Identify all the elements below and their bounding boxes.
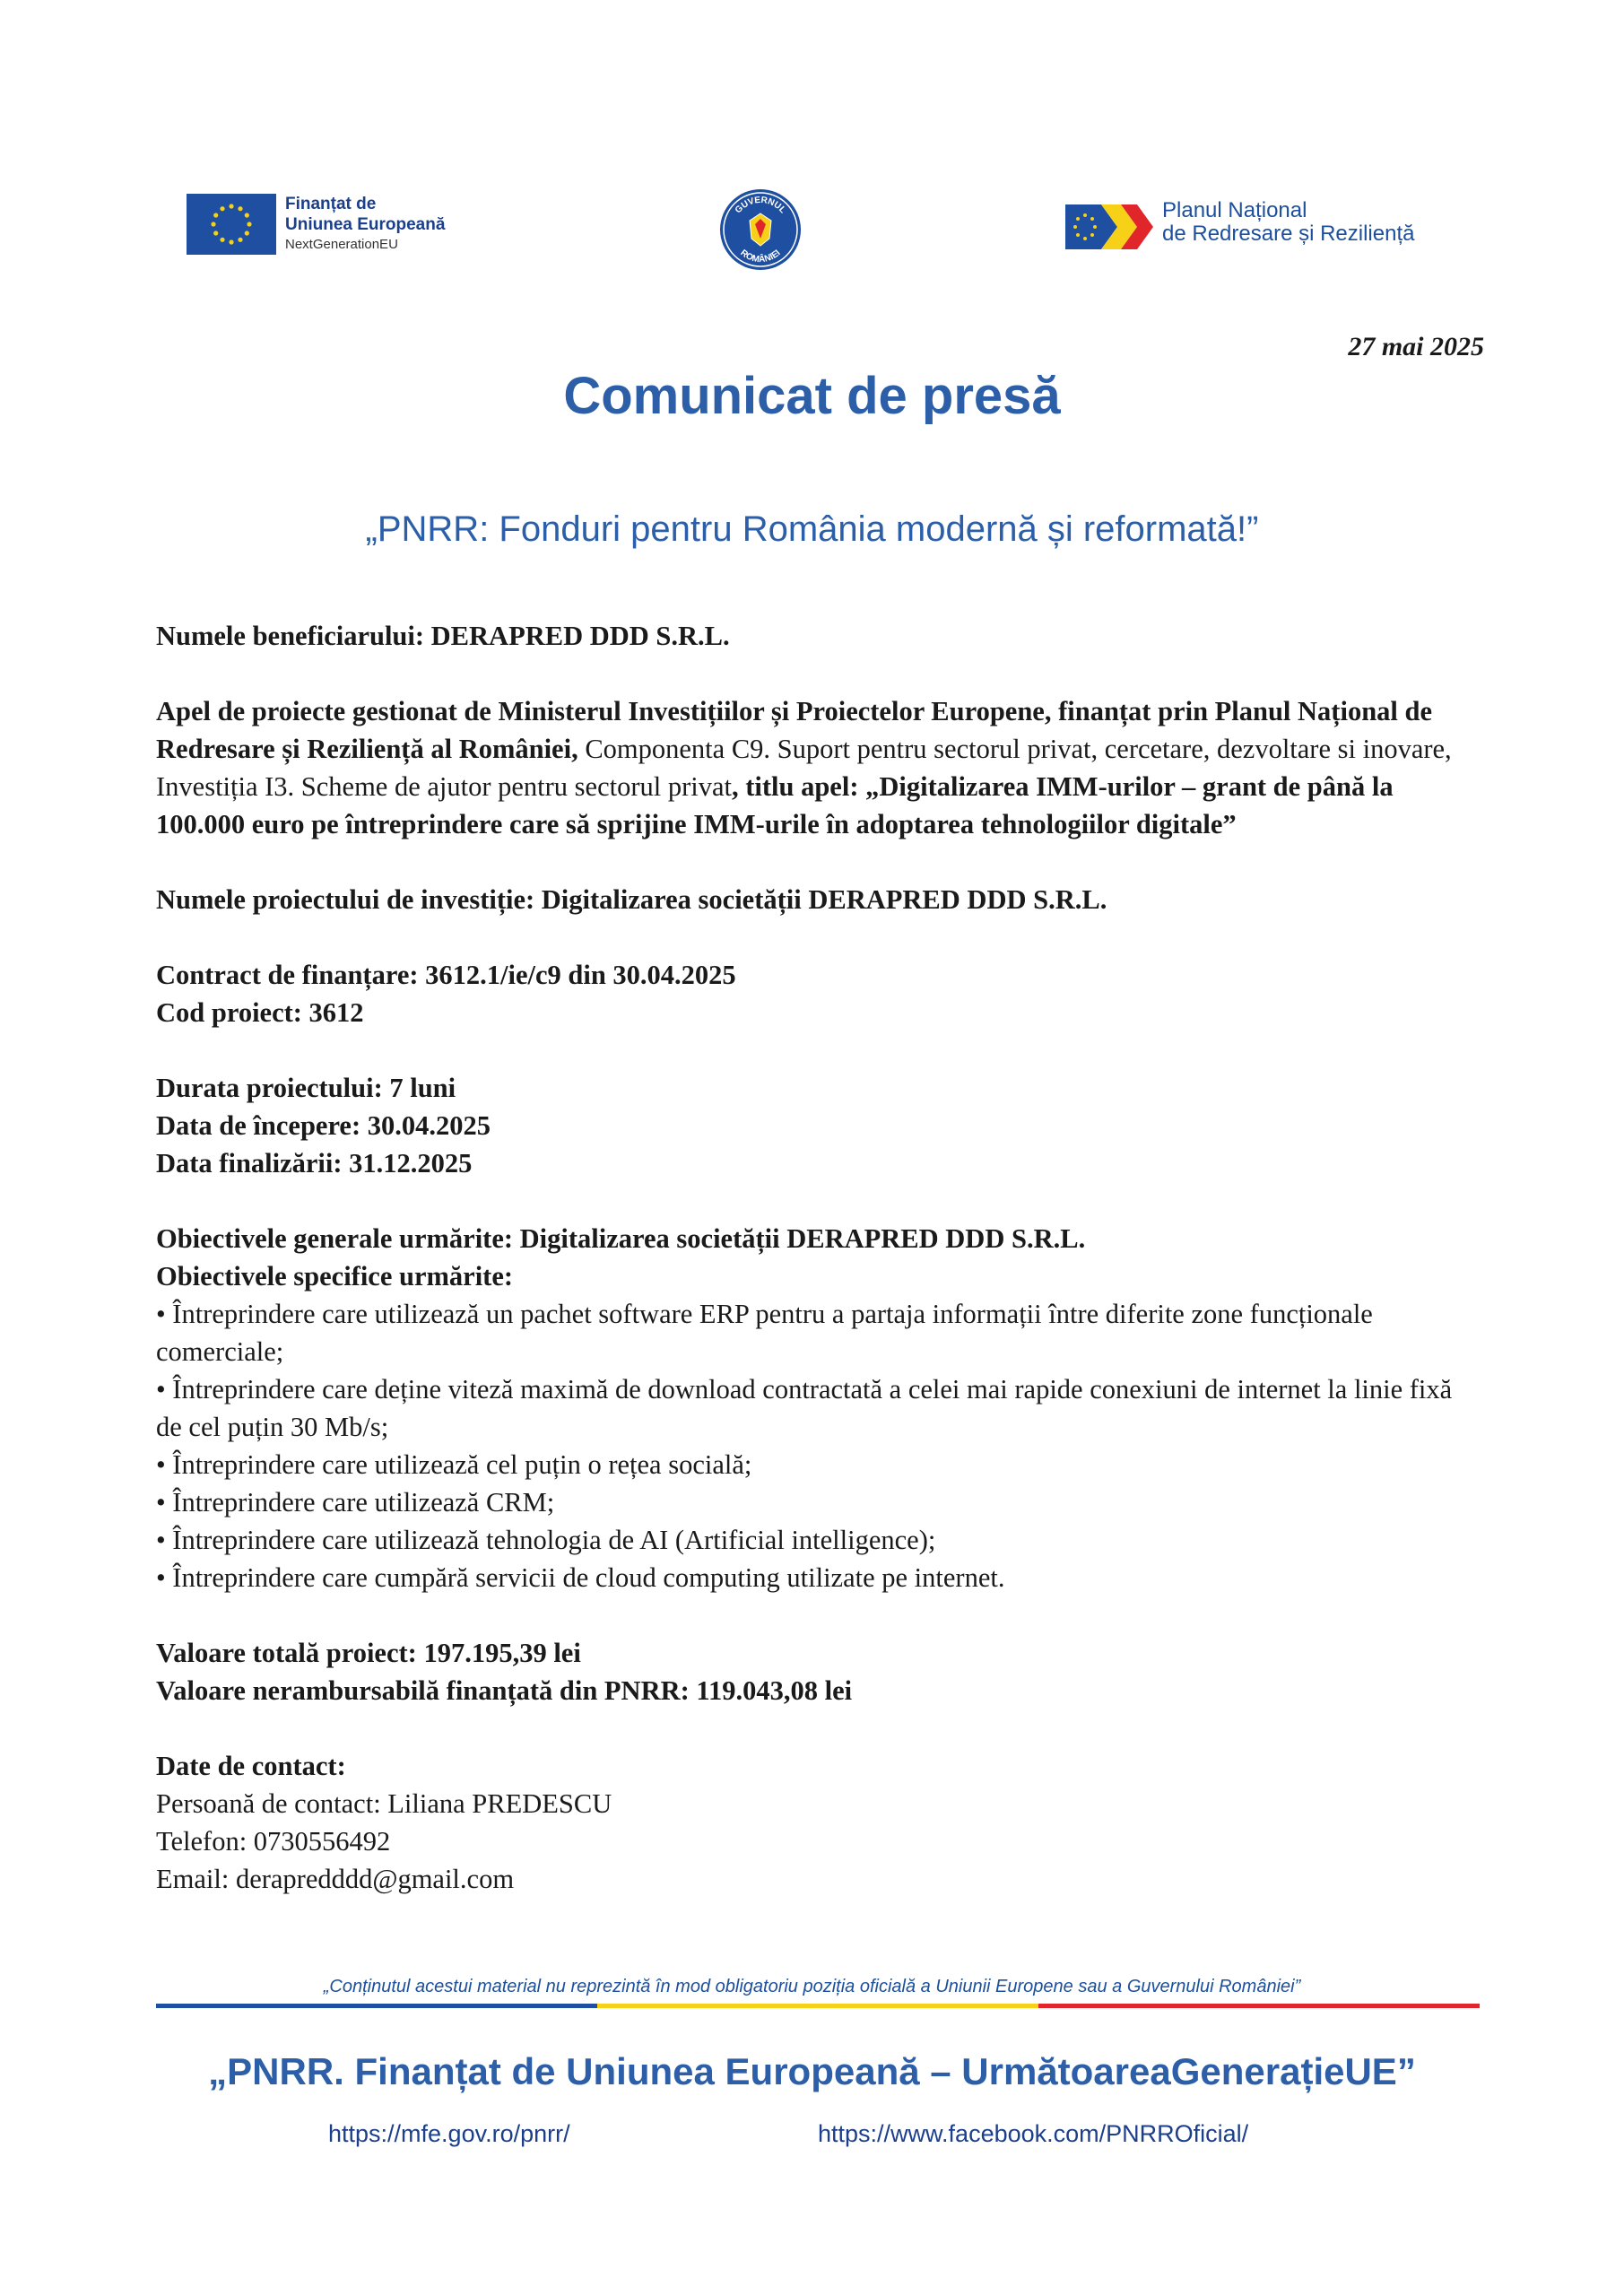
call-description <box>156 692 1483 843</box>
eu-funding-logo <box>187 194 456 258</box>
eu-flag-icon <box>187 194 276 255</box>
project-start-date: Data de începere: 30.04.2025 <box>156 1110 491 1141</box>
list-item: • Întreprindere care utilizează un pachet software ERP pentru a partaja informații între diferite zone funcționale comerciale; <box>156 1299 1373 1367</box>
seal-text-bottom: ROMÂNIEI <box>738 248 783 265</box>
tricolor-divider <box>156 2004 1480 2008</box>
mfe-link[interactable]: https://mfe.gov.ro/pnrr/ <box>328 2120 570 2147</box>
contact-email[interactable]: Email: derapredddd@gmail.com <box>156 1864 515 1894</box>
general-objectives: Obiectivele generale urmărite: Digitalizarea societății DERAPRED DDD S.R.L. <box>156 1223 1086 1254</box>
call-title: , titlu apel: „Digitalizarea IMM-urilor – grant de până la 100.000 euro pe întreprindere care să sprijine IMM-urile în adoptarea tehnologiilor digitale” <box>156 771 1394 839</box>
press-release-body <box>156 617 1483 1935</box>
pnrr-logo <box>1065 199 1460 255</box>
pnrr-logo-line1: Planul Național <box>1162 198 1307 222</box>
list-item: • Întreprindere care utilizează CRM; <box>156 1487 555 1518</box>
project-name: Numele proiectului de investiție: Digitalizarea societății DERAPRED DDD S.R.L. <box>156 884 1107 915</box>
seal-text-top: GUVERNUL <box>733 195 788 216</box>
specific-objectives-label: Obiectivele specifice urmărite: <box>156 1261 514 1292</box>
list-item: • Întreprindere care utilizează cel puțin o rețea socială; <box>156 1449 752 1480</box>
government-seal-logo <box>717 187 803 273</box>
pnrr-arrow-icon <box>1065 199 1155 255</box>
beneficiary-name: Numele beneficiarului: DERAPRED DDD S.R.L. <box>156 621 730 651</box>
grant-value: Valoare nerambursabilă finanțată din PNRR: 119.043,08 lei <box>156 1675 853 1706</box>
press-release-date: 27 mai 2025 <box>1348 332 1484 361</box>
footer-disclaimer: „Conținutul acestui material nu reprezintă în mod obligatoriu poziția oficială a Uniunii Europene sau a Guvernului României” <box>323 1977 1301 1996</box>
eu-logo-line3: NextGenerationEU <box>285 237 398 252</box>
list-item: • Întreprindere care cumpără servicii de cloud computing utilizate pe internet. <box>156 1562 1005 1593</box>
call-description-bold: Apel de proiecte gestionat de Ministerul Investițiilor și Proiectelor Europene, finanțat prin Planul Național de Redresare și Reziliență al României, <box>156 696 1433 764</box>
call-description-text: Componenta C9. Suport pentru sectorul privat, cercetare, dezvoltare si inovare, Investiția I3. Scheme de ajutor pentru sectorul privat <box>156 734 1452 802</box>
total-project-value: Valoare totală proiect: 197.195,39 lei <box>156 1638 581 1668</box>
contact-phone: Telefon: 0730556492 <box>156 1826 391 1857</box>
contact-label: Date de contact: <box>156 1751 346 1781</box>
pnrr-logo-line2: de Redresare și Reziliență <box>1162 222 1415 246</box>
footer-slogan: „PNRR. Finanțat de Uniunea Europeană – UrmătoareaGenerațieUE” <box>208 2050 1416 2092</box>
financing-contract: Contract de finanțare: 3612.1/ie/c9 din 30.04.2025 <box>156 960 736 990</box>
page-title: Comunicat de presă <box>563 367 1061 425</box>
eu-logo-line1: Finanțat de <box>285 195 377 213</box>
page-subtitle: „PNRR: Fonduri pentru România modernă și reformată!” <box>365 509 1259 549</box>
facebook-link[interactable]: https://www.facebook.com/PNRROficial/ <box>818 2120 1249 2147</box>
contact-person: Persoană de contact: Liliana PREDESCU <box>156 1788 612 1819</box>
list-item: • Întreprindere care utilizează tehnologia de AI (Artificial intelligence); <box>156 1525 936 1555</box>
project-end-date: Data finalizării: 31.12.2025 <box>156 1148 473 1178</box>
list-item: • Întreprindere care deține viteză maximă de download contractată a celei mai rapide conexiuni de internet la linie fixă de cel puțin 30 Mb/s; <box>156 1374 1453 1442</box>
project-duration: Durata proiectului: 7 luni <box>156 1073 456 1103</box>
project-code: Cod proiect: 3612 <box>156 997 364 1028</box>
eu-logo-line2: Uniunea Europeană <box>285 215 446 234</box>
